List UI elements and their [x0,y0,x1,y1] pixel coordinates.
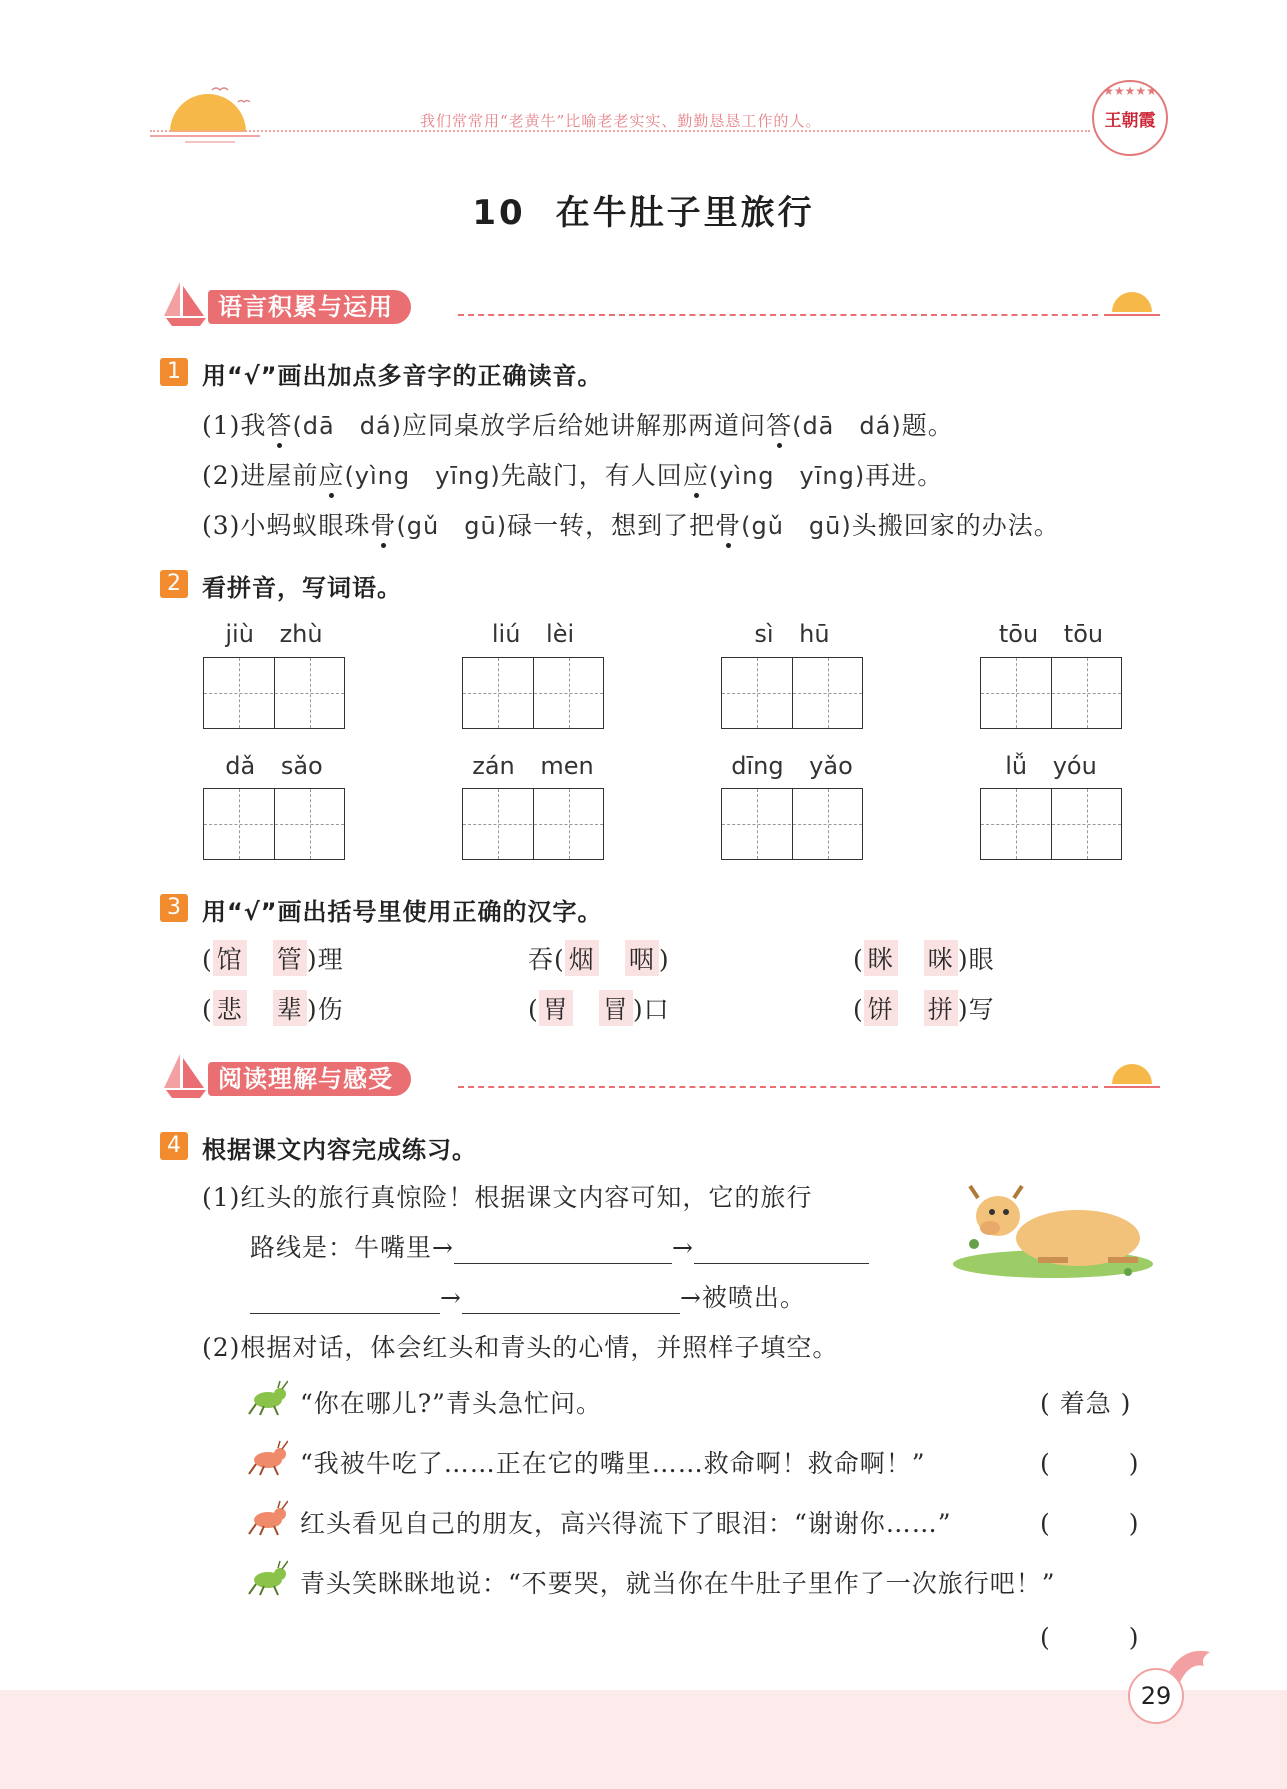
section-divider [458,314,1098,316]
question-title: 用“√”画出加点多音字的正确读音。 [202,362,603,390]
char-choice-item [853,990,995,1026]
question-number: 1 [160,358,188,386]
writing-grid[interactable] [462,657,604,729]
text: 题。 [901,411,954,440]
dialogue-answer[interactable]: ( ) [1040,1623,1140,1652]
question-number: 2 [160,570,188,598]
char-option[interactable]: 馆 [213,940,247,976]
q4-part1-line2 [250,1228,869,1264]
answer-blank[interactable] [462,1287,680,1314]
char-choice-item [202,940,344,976]
char-option[interactable]: 烟 [565,940,599,976]
footer-band [0,1690,1287,1789]
text: (2)进屋前 [202,461,319,490]
char-option[interactable]: 咽 [625,940,659,976]
char-choice-item [528,940,670,976]
arrow: → [440,1283,462,1312]
bracket: ( [853,995,864,1024]
cow-illustration [948,1176,1158,1281]
green-cricket-icon [246,1560,288,1596]
bracket: ( [202,995,213,1024]
char-option[interactable]: 眯 [864,940,898,976]
bracket: ( [554,945,565,974]
bracket: ( [202,945,213,974]
pinyin-prompt: dīng yǎo [731,752,853,780]
bracket-suffix: ) [658,945,670,974]
section-banner-reading [158,1062,1158,1098]
question-number: 3 [160,894,188,922]
dialogue-text: 红头看见自己的朋友，高兴得流下了眼泪：“谢谢你……” [300,1509,952,1538]
dialogue-answer[interactable]: ( ) [1040,1449,1140,1478]
bracket-suffix: )眼 [957,945,995,974]
text: 先敲门，有人回 [500,461,683,490]
lesson-name: 在牛肚子里旅行 [555,193,815,233]
dotted-char: 应 [318,461,345,490]
q1-line-2 [202,456,943,492]
question-title: 用“√”画出括号里使用正确的汉字。 [202,898,603,926]
text: 应同桌放学后给她讲解那两道问 [402,411,767,440]
answer-blank[interactable] [250,1287,440,1314]
section-title: 阅读理解与感受 [208,1062,411,1096]
pinyin-choice[interactable]: (yìng yīng) [344,462,501,490]
bracket-suffix: )口 [632,995,670,1024]
q4-part1-line1: (1)红头的旅行真惊险！根据课文内容可知，它的旅行 [202,1183,813,1212]
pinyin-prompt: sì hū [754,620,830,648]
text: 头搬回家的办法。 [851,511,1060,540]
answer-blank[interactable] [454,1237,672,1264]
char-option[interactable]: 管 [273,940,307,976]
lesson-number: 10 [472,193,526,233]
dotted-char: 答 [766,411,793,440]
char-option[interactable]: 辈 [273,990,307,1026]
sailboat-icon [158,278,214,330]
text: 碌一转，想到了把 [507,511,716,540]
page-number: 29 [1128,1668,1184,1724]
bracket: ( [528,995,539,1024]
lesson-title [0,185,1287,234]
dotted-char: 应 [682,461,709,490]
q1-line-1 [202,406,954,442]
pinyin-choice[interactable]: (gǔ gū) [396,512,508,540]
dialogue-text: “我被牛吃了……正在它的嘴里……救命啊！救命啊！” [300,1449,926,1478]
dialogue-answer[interactable]: ( 着急 ) [1040,1389,1132,1418]
bracket-suffix: )理 [306,945,344,974]
text: 路线是：牛嘴里→ [250,1233,454,1262]
pinyin-prompt: jiù zhù [225,620,323,648]
q4-part2: (2)根据对话，体会红头和青头的心情，并照样子填空。 [202,1333,839,1362]
question-title: 看拼音，写词语。 [202,574,402,602]
text: 再进。 [865,461,944,490]
dotted-char: 骨 [715,511,742,540]
writing-grid[interactable] [203,788,345,860]
dotted-char: 骨 [370,511,397,540]
char-choice-item [853,940,995,976]
green-cricket-icon [246,1380,288,1416]
section-divider [458,1086,1098,1088]
char-option[interactable]: 胃 [539,990,573,1026]
pinyin-prompt: zán men [472,752,594,780]
seal-stars-icon: ★★★★★ [1103,84,1157,98]
text: →被喷出。 [679,1283,806,1312]
text: (1)我 [202,411,267,440]
dialogue-text: “你在哪儿?”青头急忙问。 [300,1389,602,1418]
question-title: 根据课文内容完成练习。 [202,1136,477,1164]
text: (3)小蚂蚁眼珠 [202,511,371,540]
sailboat-icon [158,1050,214,1102]
dotted-char: 答 [266,411,293,440]
arrow: → [671,1233,694,1262]
section-banner-language [158,290,1158,326]
bracket: ( [853,945,864,974]
pinyin-choice[interactable]: (dā dá) [292,412,403,440]
char-choice-item [528,990,670,1026]
bracket-suffix: )写 [957,995,995,1024]
pinyin-choice[interactable]: (dā dá) [792,412,902,440]
writing-grid[interactable] [980,657,1122,729]
q1-line-3 [202,506,1060,542]
prefix: 吞 [528,945,555,974]
writing-grid[interactable] [462,788,604,860]
pinyin-prompt: dǎ sǎo [225,752,323,780]
writing-grid[interactable] [721,657,863,729]
sunset-icon [150,80,260,150]
pinyin-prompt: tōu tōu [998,620,1104,648]
red-cricket-icon [246,1500,288,1536]
bracket-suffix: )伤 [306,995,344,1024]
writing-grid[interactable] [980,788,1122,860]
small-sunset-icon [1104,1052,1160,1096]
red-cricket-icon [246,1440,288,1476]
pinyin-prompt: liú lèi [491,620,575,648]
answer-blank[interactable] [694,1237,869,1264]
q4-part1-line3 [250,1278,806,1314]
question-number: 4 [160,1132,188,1160]
char-option[interactable]: 冒 [599,990,633,1026]
char-option[interactable]: 悲 [213,990,247,1026]
pinyin-prompt: lǚ yóu [1005,752,1097,780]
pinyin-choice[interactable]: (yìng yīng) [708,462,866,490]
small-sunset-icon [1104,280,1160,324]
writing-grid[interactable] [203,657,345,729]
dialogue-text: 青头笑眯眯地说：“不要哭，就当你在牛肚子里作了一次旅行吧！” [300,1569,1056,1598]
seal-text: 王朝霞 [1104,111,1156,131]
header-tagline: 我们常常用“老黄牛”比喻老老实实、勤勤恳恳工作的人。 [420,112,822,130]
section-title: 语言积累与运用 [208,290,411,324]
char-choice-item [202,990,344,1026]
char-option[interactable]: 拼 [924,990,958,1026]
pinyin-choice[interactable]: (gǔ gū) [741,512,852,540]
char-option[interactable]: 饼 [864,990,898,1026]
dialogue-answer[interactable]: ( ) [1040,1509,1140,1538]
writing-grid[interactable] [721,788,863,860]
char-option[interactable]: 咪 [924,940,958,976]
author-seal [1092,80,1168,156]
